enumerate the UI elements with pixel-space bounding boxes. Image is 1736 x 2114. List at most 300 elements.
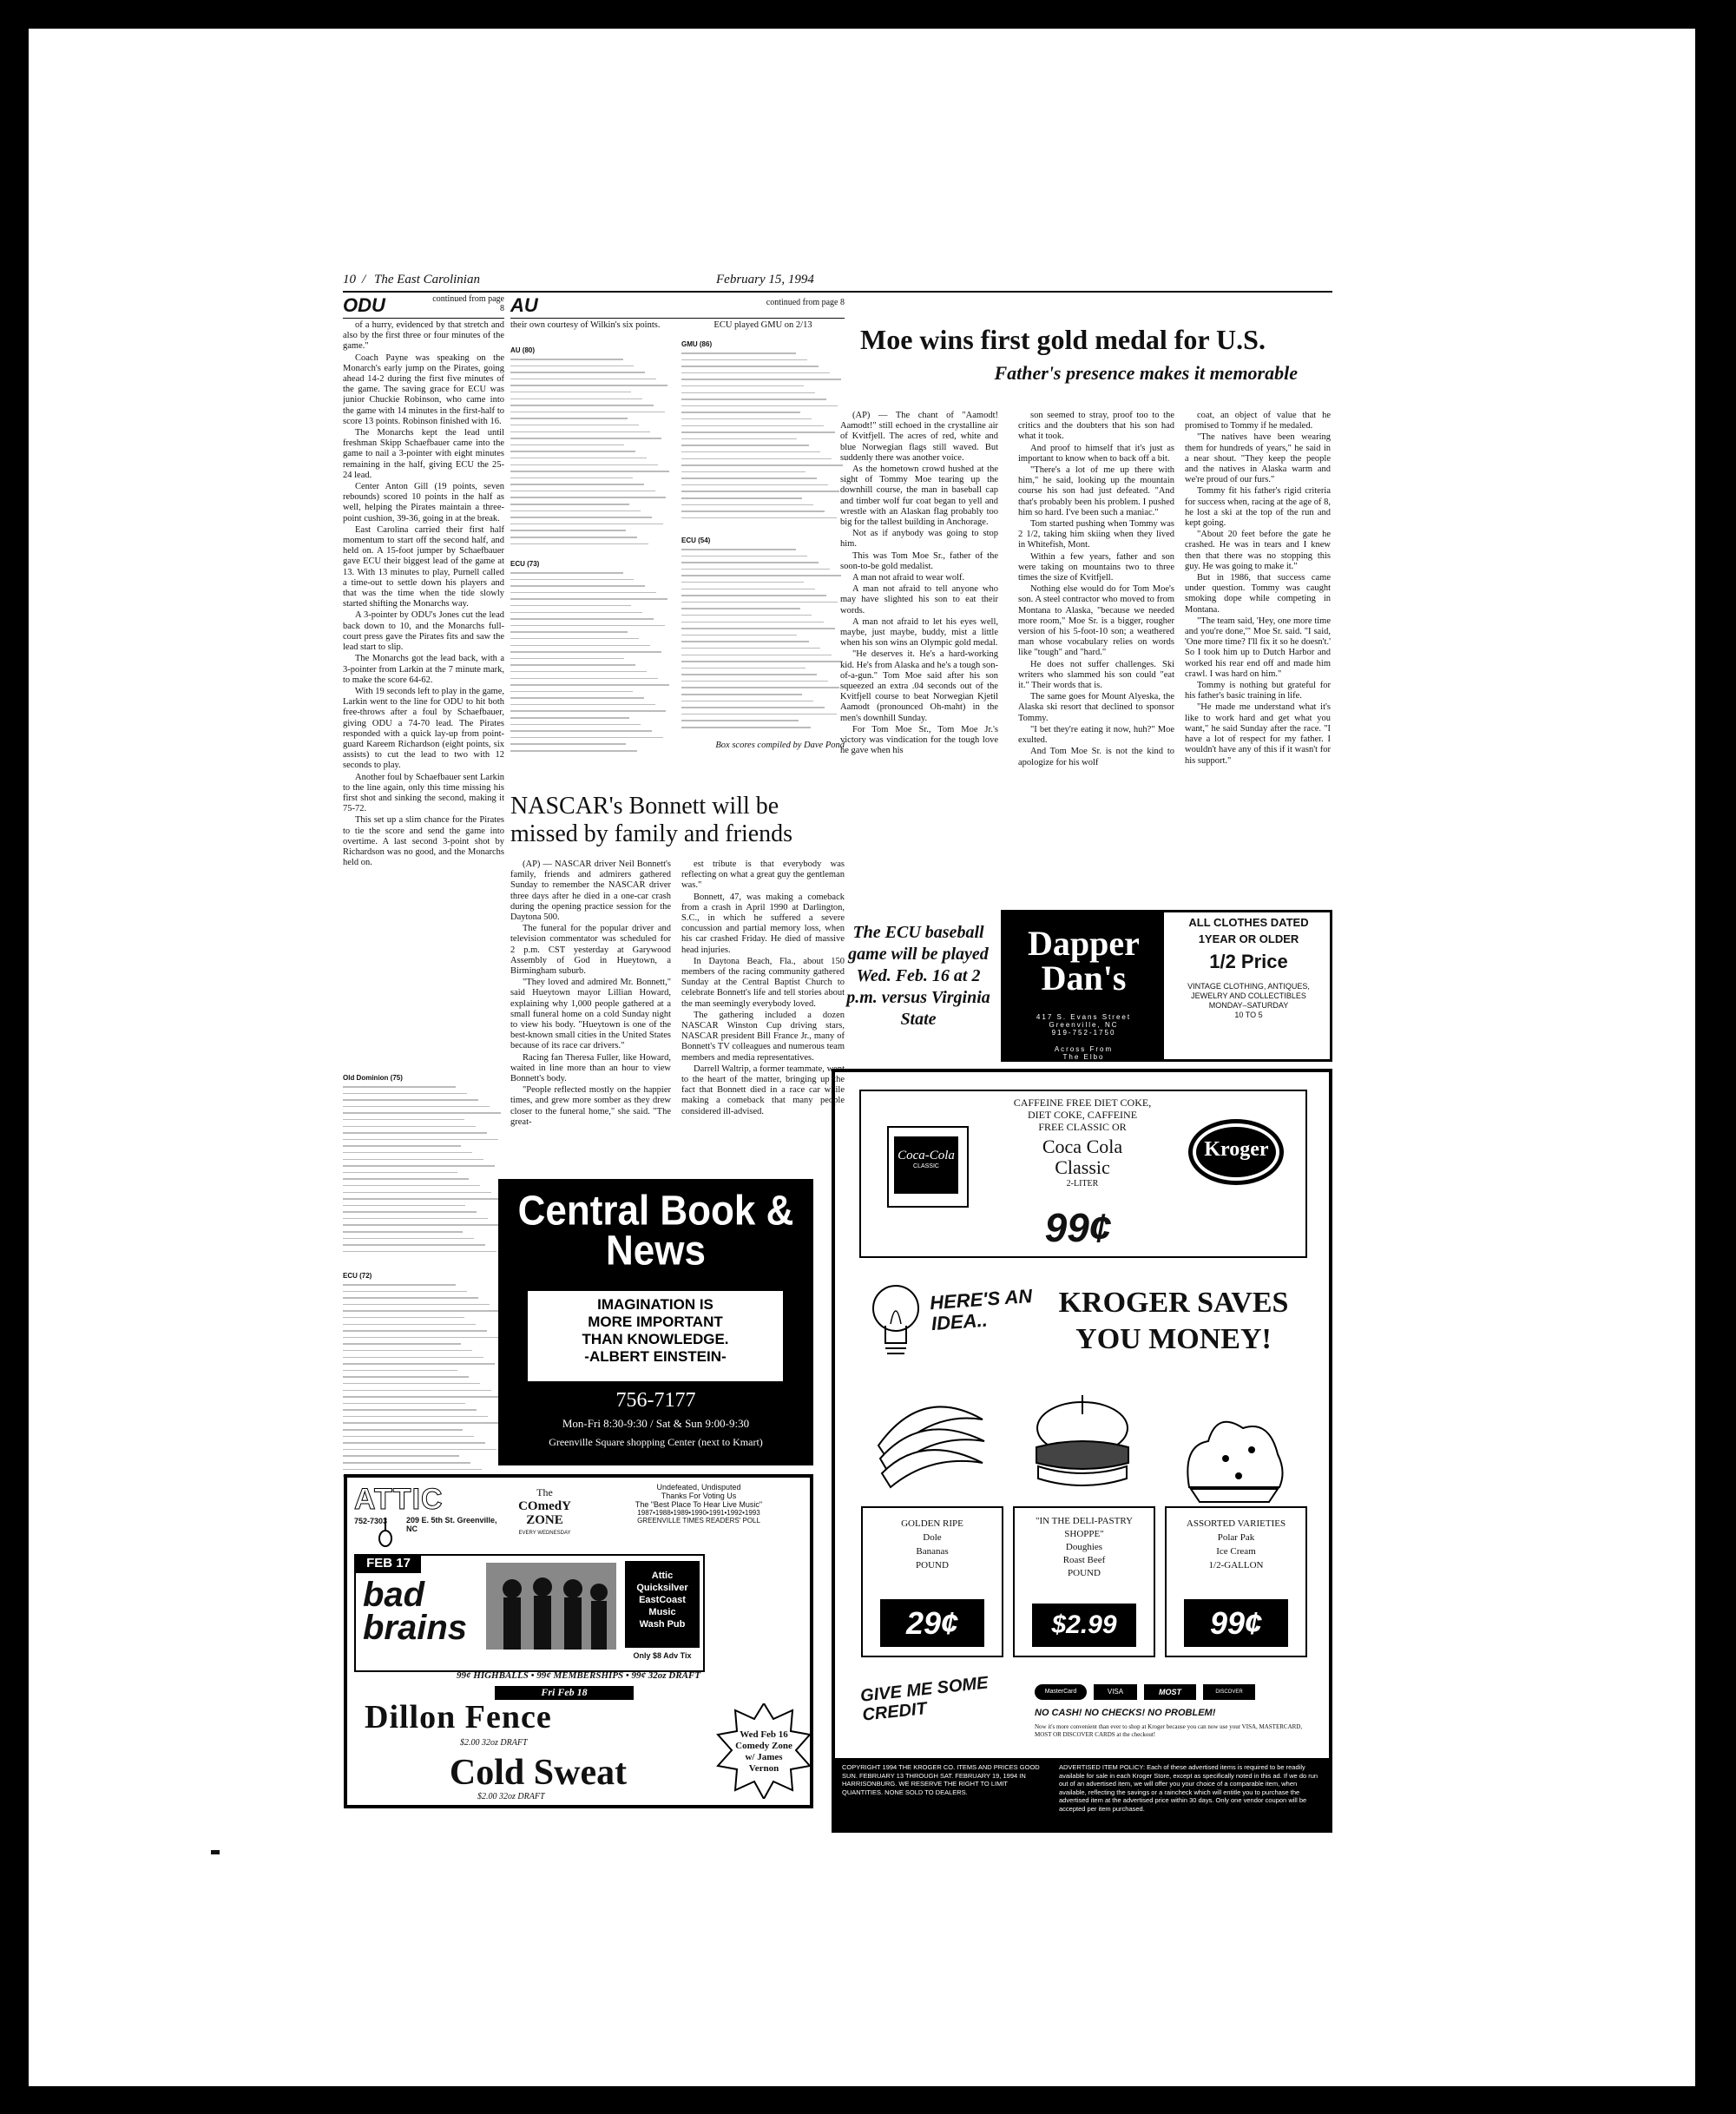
stat-line (343, 1393, 504, 1400)
stat-line (681, 363, 845, 370)
deal-items (861, 1393, 1304, 1680)
stat-line (343, 1354, 504, 1361)
stat-line (681, 592, 845, 599)
central-book-ad: Central Book & News IMAGINATION IS MORE IMPORTANT THAN KNOWLEDGE. -ALBERT EINSTEIN- 756-7177 Mon-Fri 8:30-9:30 / Sat & Sun 9:00-9:30 Greenville Square shopping Center (next to Kmart) (498, 1179, 813, 1465)
article-paragraph: (AP) — The chant of "Aamodt! Aamodt!" still echoed in the crystalline air of Kvitfjell. The acres of red, white and blue Norwegian flags still waved. But suddenly there was another voice. (840, 411, 998, 463)
deal-roast-beef: "IN THE DELI-PASTRY SHOPPE" Doughies Roast Beef POUND $2.99 (1013, 1393, 1152, 1654)
stat-line (343, 1228, 504, 1235)
stat-line (343, 1110, 504, 1116)
stat-line (343, 1123, 504, 1130)
stat-line (681, 572, 845, 579)
stat-line (343, 1235, 504, 1242)
stat-line (343, 1215, 504, 1222)
stat-line (681, 456, 845, 463)
article-paragraph: "People reflected mostly on the happier times, and grew more somber as they drew closer to the funeral home," she said. "The great- (510, 1085, 671, 1127)
feb17-label: FEB 17 (356, 1556, 421, 1573)
stat-line (343, 1208, 504, 1215)
stat-line (343, 1340, 504, 1347)
stat-line (681, 658, 845, 665)
stat-line (681, 625, 845, 632)
article-paragraph: Darrell Waltrip, a former teammate, went to the heart of the matter, bringing up the fact that Bonnett died in a race car while making a comeback that many people considered ill-advised. (681, 1064, 845, 1116)
au-note: ECU played GMU on 2/13 (713, 320, 812, 330)
stat-line (510, 576, 671, 583)
article-paragraph: of a hurry, evidenced by that stretch and also by the first three or four minutes of the game." (343, 320, 504, 352)
kroger-saves: KROGER SAVES (1058, 1287, 1289, 1319)
article-paragraph: But in 1986, that success came under question. Tommy was caught smoking dope while competing in Montana. (1185, 573, 1331, 615)
stat-line (510, 455, 671, 462)
stat-line (681, 612, 845, 619)
stat-line (681, 403, 845, 410)
stat-line (510, 668, 671, 675)
stat-line (510, 708, 671, 715)
stat-line (343, 1327, 504, 1334)
stat-line (510, 442, 671, 449)
stat-line (510, 429, 671, 436)
stat-line (343, 1439, 504, 1446)
box-score-credit: Box scores compiled by Dave Pond (715, 741, 845, 750)
au-box2-stats (510, 570, 671, 756)
stat-line (681, 423, 845, 430)
issue-date: February 15, 1994 (716, 273, 814, 286)
stat-line (681, 619, 845, 626)
stat-line (510, 462, 671, 469)
article-paragraph: "About 20 feet before the gate he crashed. He was in tears and I knew then that there was no stopping this guy. He was going to make it." (1185, 530, 1331, 571)
article-paragraph: The Monarchs got the lead back, with a 3-pointer from Larkin at the 7 minute mark, to make the score 64-62. (343, 654, 504, 685)
moe-headline: Moe wins first gold medal for U.S. (860, 324, 1266, 355)
stat-line (343, 1433, 504, 1440)
stat-line (681, 579, 845, 586)
au-box-scores-left (510, 346, 671, 756)
stat-line (510, 369, 671, 376)
stat-line (510, 501, 671, 508)
stat-line (343, 1176, 504, 1182)
central-book-name-2: News (606, 1227, 706, 1274)
stat-line (681, 605, 845, 612)
stat-line (510, 448, 671, 455)
stat-line (510, 629, 671, 636)
ecu-baseball-notice: The ECU baseball game will be played Wed. Feb. 16 at 2 p.m. versus Virginia State (846, 923, 990, 1029)
article-paragraph: "I bet they're eating it now, huh?" Moe exulted. (1018, 724, 1174, 746)
stat-line (681, 599, 845, 606)
stat-line (343, 1083, 504, 1090)
stat-line (510, 382, 671, 389)
article-paragraph: "The team said, 'Hey, one more time and you're done,'" Moe Sr. said. "I said, 'One more time? I'll fix it so he doesn't.' So I took him up to Dutch Harbor and worked his rear end off and made him crawl. I was hard on him." (1185, 616, 1331, 679)
stat-line (343, 1360, 504, 1367)
stat-line (343, 1136, 504, 1143)
you-money: YOU MONEY! (1075, 1323, 1272, 1355)
article-paragraph: Center Anton Gill (19 points, seven rebounds) scored 10 points in the half as well, helping the Pirates maintain a three-point cushion, 39-36, going in at the break. (343, 482, 504, 524)
deal-ice-cream: ASSORTED VARIETIES Polar Pak Ice Cream 1/2-GALLON 99¢ (1165, 1393, 1304, 1654)
stat-line (510, 376, 671, 383)
article-paragraph: "He deserves it. He's a hard-working kid. He's from Alaska and he's a tough son-of-a-gun." Tom Moe said after his son squeezed an extra .04 seconds out of the Kvitfjell course to beat Norwegian Kjetil Aamodt (pronounced Oh-maht) in the men's downhill Sunday. (840, 649, 998, 723)
stat-line (510, 622, 671, 629)
stat-line (343, 1400, 504, 1407)
article-paragraph: The gathering included a dozen NASCAR Winston Cup driving stars, NASCAR president Bill France Jr., many of Bonnett's TV colleagues and numerous team members and media representatives. (681, 1010, 845, 1063)
article-paragraph: coat, an object of value that he promised to Tommy if he medaled. (1185, 411, 1331, 431)
central-book-phone: 756-7177 (615, 1389, 696, 1412)
stat-line (510, 747, 671, 754)
stat-line (510, 514, 671, 521)
dapper-half-price: 1/2 Price (1209, 951, 1288, 972)
nascar-headline: NASCAR's Bonnett will be missed by family and friends (510, 793, 793, 847)
article-paragraph: Coach Payne was speaking on the Monarch's early jump on the Pirates, going ahead 14-2 during the first five minutes of the game. The saving grace for ECU was junior Chuckie Robinson, who came into the game with 14 minutes in the first-half to score 13 points. Robinson finished with 16. (343, 352, 504, 426)
odu-box2-stats (343, 1281, 504, 1481)
article-paragraph: "There's a lot of me up there with him," he said, looking up the mountain course his son had just defeated. "And that's probably been his problem. I pushed him so hard. I've been such a maniac." (1018, 465, 1174, 517)
deal-bananas: GOLDEN RIPE Dole Bananas POUND 29¢ (861, 1393, 1000, 1654)
stat-line (343, 1426, 504, 1433)
stat-line (510, 488, 671, 495)
stat-line (510, 481, 671, 488)
stat-line (510, 570, 671, 576)
stat-line (681, 436, 845, 443)
stat-line (681, 515, 845, 522)
odu-box-score (343, 1074, 504, 1481)
stat-line (681, 482, 845, 489)
band-photo-image (486, 1563, 616, 1650)
stat-line (681, 652, 845, 659)
stat-line (681, 632, 845, 639)
stat-line (510, 415, 671, 422)
au-box3-stats (681, 350, 845, 528)
stat-line (681, 357, 845, 364)
stat-line (343, 1143, 504, 1149)
stat-line (510, 616, 671, 622)
stat-line (343, 1090, 504, 1097)
give-me-credit: GIVE ME SOME CREDIT (859, 1673, 990, 1725)
au-box4-stats (681, 546, 845, 737)
au-intro: their own courtesy of Wilkin's six points. (510, 320, 661, 330)
stat-line (343, 1321, 504, 1328)
moe-column-2 (1018, 411, 1174, 906)
bananas-image (870, 1393, 991, 1506)
stat-line (343, 1097, 504, 1103)
stat-line (343, 1241, 504, 1248)
stat-line (510, 688, 671, 695)
heres-an-idea: HERE'S AN IDEA.. (929, 1285, 1033, 1335)
attic-logo: ATTIC (354, 1483, 444, 1516)
article-paragraph: He does not suffer challenges. Ski writers who slammed his son could "eat it." Their words that is. (1018, 659, 1174, 691)
stat-line (343, 1182, 504, 1189)
stat-line (343, 1307, 504, 1314)
article-paragraph: son seemed to stray, proof too to the critics and the doubters that his son had what it took. (1018, 411, 1174, 442)
article-paragraph: As the hometown crowd hushed at the sight of Tommy Moe tearing up the downhill course, the man in baseball cap and timber wolf fur coat began to yell and wrestle with an Alaskan flag probably too big for the tallest building in Anchorage. (840, 464, 998, 528)
hangman-noose-icon (377, 1518, 394, 1549)
stat-line (510, 715, 671, 721)
stat-line (343, 1195, 504, 1202)
stat-line (510, 494, 671, 501)
stat-line (343, 1387, 504, 1394)
article-paragraph: In Daytona Beach, Fla., about 150 members of the racing community gathered Sunday at the Central Baptist Church to celebrate Bonnett's life and tell stories about the man seemingly everybody loved. (681, 956, 845, 1009)
stat-line (343, 1380, 504, 1387)
roast-beef-price: $2.99 (1032, 1604, 1136, 1647)
article-paragraph: The Monarchs kept the lead until freshman Skipp Schaefbauer came into the game to nail a 3-pointer with eight minutes remaining in the half, giving ECU the 25-24 lead. (343, 428, 504, 480)
article-paragraph: This set up a slim chance for the Pirates to tie the score and send the game into overtime. A last second 3-point shot by Richardson was no good, and the Monarchs held on. (343, 815, 504, 868)
moe-column-3 (1185, 411, 1331, 906)
stat-line (510, 356, 671, 363)
au-box1-stats (510, 356, 671, 551)
stat-line (681, 691, 845, 698)
band-photo (486, 1563, 616, 1650)
nascar-column-1 (510, 859, 671, 1207)
stat-line (681, 508, 845, 515)
attic-poll-note: Undefeated, Undisputed Thanks For Voting Us The "Best Place To Hear Live Music" 1987•1988•1989•1990•1991•1992•1993 GREENVILLE TIMES READERS' POLL (635, 1483, 763, 1525)
stat-line (681, 462, 845, 469)
article-paragraph: With 19 seconds left to play in the game, Larkin went to the line for ODU to hit both free-throws after a foul by Schaefbauer, giving ODU a 74-70 lead. The Pirates responded with a quick lay-up from point-guard Kareem Richardson (eight points, six assists) to cut the lead to two with 12 seconds to play. (343, 686, 504, 771)
cold-sweat-title: Cold Sweat (449, 1753, 628, 1793)
stat-line (681, 638, 845, 645)
stat-line (681, 488, 845, 495)
article-paragraph: A man not afraid to tell anyone who may have slighted his son to eat their words. (840, 584, 998, 616)
stat-line (510, 468, 671, 475)
stat-line (510, 534, 671, 541)
sandwich-image (1026, 1393, 1139, 1515)
stat-line (681, 665, 845, 672)
stat-line (510, 435, 671, 442)
credit-card-logos: MasterCard VISA MOST DISCOVER (1035, 1684, 1295, 1703)
article-paragraph: est tribute is that everybody was reflecting on what a great guy the gentleman was." (681, 859, 845, 891)
stat-line (510, 475, 671, 482)
header-rule (343, 291, 1332, 293)
stat-line (510, 603, 671, 609)
stat-line (681, 449, 845, 456)
stat-line (681, 409, 845, 416)
article-paragraph: This was Tom Moe Sr., father of the soon-to-be gold medalist. (840, 550, 998, 571)
stat-line (343, 1413, 504, 1420)
stat-line (343, 1419, 504, 1426)
stat-line (510, 695, 671, 701)
coke-can-image: Coca-Cola CLASSIC (887, 1126, 969, 1208)
stat-line (681, 678, 845, 685)
stat-line (510, 655, 671, 662)
odu-tag: ODU (343, 294, 385, 316)
odu-box1-stats (343, 1083, 504, 1261)
stat-line (343, 1222, 504, 1228)
paper-name: The East Carolinian (374, 273, 480, 286)
stat-line (510, 363, 671, 370)
attic-ad: ATTIC 752-7303 209 E. 5th St. Greenville, NC The COmedY ZONE EVERY WEDNESDAY Undefeated, Undisputed Thanks For Voting Us The "Best Place To Hear Live Music" 1987•1988•1989•1990•1991•1992•1993 GREENVILLE TIMES READERS' POLL FEB 17 bad brains Attic Quicksilver EastCoast Music Wash Pub Only $8 Adv Tix 99¢ HIGHBALLS • 99¢ MEMBERSHIPS • 99¢ 32oz DRAFT Fri Feb 18 Dillon Fence $2.00 32oz DRAFT Wed Feb 16 Comedy Zone w/ James Vernon Cold Sweat $2.00 32oz DRAFT (344, 1474, 813, 1808)
scan-mark (211, 1850, 220, 1854)
kroger-logo: Kroger (1187, 1117, 1286, 1187)
stat-line (510, 583, 671, 589)
article-paragraph: And Tom Moe Sr. is not the kind to apologize for his wolf (1018, 747, 1174, 767)
stat-line (343, 1189, 504, 1196)
article-paragraph: "The natives have been wearing them for hundreds of years," he said in a near shout. "They keep the people and the natives in Alaska warm and we're proud of our furs." (1185, 432, 1331, 485)
au-box4-title: ECU (54) (681, 537, 711, 544)
stat-line (510, 609, 671, 616)
stat-line (681, 711, 845, 718)
stat-line (343, 1459, 504, 1466)
stat-line (681, 416, 845, 423)
stat-line (343, 1406, 504, 1413)
stat-line (681, 475, 845, 482)
stat-line (681, 495, 845, 502)
stat-line (681, 559, 845, 566)
odu-continued: continued from page 8 (432, 294, 504, 313)
dillon-fence-title: Dillon Fence (365, 1699, 552, 1735)
au-box2-title: ECU (73) (510, 560, 540, 568)
stat-line (510, 636, 671, 642)
nascar-column-2 (681, 859, 845, 1207)
stat-line (681, 717, 845, 724)
article-paragraph: Tommy fit his father's rigid criteria for success when, racing at the age of 8, he lost a ski at the top of the run and kept going. (1185, 486, 1331, 529)
ice-cream-price: 99¢ (1184, 1599, 1288, 1647)
article-paragraph: The funeral for the popular driver and television commentator was scheduled for 2 p.m. CST yesterday at Garywood Assembly of God in Hueytown, a Birmingham suburb. (510, 924, 671, 977)
stat-line (510, 682, 671, 688)
article-paragraph: East Carolina carried their first half momentum to start off the second half, and held on. A 15-foot jumper by Schaefbauer gave ECU their biggest lead of the game at 13. With 13 minutes to play, Purnell called a time-out to settle down his players and that was the time when the tide slowly started shifting the Monarchs way. (343, 524, 504, 609)
article-paragraph: And proof to himself that it's just as important to know when to back off a bit. (1018, 443, 1174, 464)
stat-line (681, 698, 845, 705)
coke-logo: Coca-Cola (898, 1149, 955, 1162)
no-cash-tagline: NO CASH! NO CHECKS! NO PROBLEM! (1035, 1708, 1216, 1718)
stat-line (510, 521, 671, 528)
stat-line (510, 389, 671, 396)
odu-article-body (343, 320, 504, 1071)
dapper-dans-ad: Dapper Dan's 417 S. Evans Street Greenville, NC 919-752-1750 Across From The Elbo ALL CLOTHES DATED 1YEAR OR OLDER 1/2 Price VINTAGE CLOTHING, ANTIQUES, JEWELRY AND COLLECTIBLES MONDAY–SATURDAY 10 TO 5 (1001, 910, 1332, 1062)
stat-line (510, 642, 671, 649)
stat-line (343, 1466, 504, 1473)
stat-line (681, 350, 845, 357)
stat-line (510, 508, 671, 515)
stat-line (510, 422, 671, 429)
stat-line (510, 701, 671, 708)
einstein-quote-box: IMAGINATION IS MORE IMPORTANT THAN KNOWLEDGE. -ALBERT EINSTEIN- (528, 1291, 783, 1381)
stat-line (681, 376, 845, 383)
article-paragraph: Tom started pushing when Tommy was 2 1/2, taking him skiing when they lived in Whitefish, Mont. (1018, 519, 1174, 550)
stat-line (510, 741, 671, 747)
stat-line (343, 1301, 504, 1308)
stat-line (681, 370, 845, 377)
stat-line (681, 566, 845, 573)
stat-line (510, 675, 671, 682)
credit-card-icon: MasterCard (1035, 1684, 1087, 1700)
stat-line (343, 1334, 504, 1341)
article-paragraph: For Tom Moe Sr., Tom Moe Jr.'s victory was vindication for the tough love he gave when his (840, 724, 998, 756)
article-paragraph: Racing fan Theresa Fuller, like Howard, waited in line more than an hour to view Bonnett's body. (510, 1052, 671, 1084)
comedy-zone-logo: The COmedY ZONE EVERY WEDNESDAY (518, 1486, 571, 1536)
article-paragraph: (AP) — NASCAR driver Neil Bonnett's family, friends and admirers gathered Sunday to remember the NASCAR driver three days after he died in a one-car crash during the opening practice session for the Daytona 500. (510, 859, 671, 923)
stat-line (681, 396, 845, 403)
comedy-zone-burst: Wed Feb 16 Comedy Zone w/ James Vernon (716, 1703, 812, 1799)
article-paragraph: Another foul by Schaefbauer sent Larkin to the line again, only this time missing his first shot and sinking the second, making it 75-72. (343, 772, 504, 814)
stat-line (681, 553, 845, 560)
stat-line (343, 1149, 504, 1156)
attic-specials: 99¢ HIGHBALLS • 99¢ MEMBERSHIPS • 99¢ 32oz DRAFT (457, 1670, 700, 1681)
article-paragraph: Tommy is nothing but grateful for his father's basic training in life. (1185, 681, 1331, 701)
bananas-price: 29¢ (880, 1599, 984, 1647)
attic-quicksilver-box: Attic Quicksilver EastCoast Music Wash Pub (625, 1561, 700, 1648)
stat-line (343, 1347, 504, 1354)
au-box-scores-right (681, 320, 845, 750)
stat-line (510, 409, 671, 416)
article-paragraph: Bonnett, 47, was making a comeback from a crash in April 1990 at Darlington, S.C., in which he suffered a severe concussion and partial memory loss, when his car crashed Friday. He died of massive head injuries. (681, 892, 845, 955)
stat-line (681, 442, 845, 449)
stat-line (343, 1156, 504, 1163)
light-bulb-icon (870, 1281, 922, 1367)
stat-line (343, 1103, 504, 1110)
coke-deal-box: Coca-Cola CLASSIC CAFFEINE FREE DIET COKE, DIET COKE, CAFFEINE FREE CLASSIC OR Coca Cola Classic 2-LITER 99¢ Kroger (859, 1090, 1307, 1258)
stat-line (343, 1281, 504, 1288)
article-paragraph: Not as if anybody was going to stop him. (840, 529, 998, 550)
central-book-name-1: Central Book & (517, 1187, 794, 1235)
kroger-fine-print: COPYRIGHT 1994 THE KROGER CO. ITEMS AND PRICES GOOD SUN. FEBRUARY 13 THROUGH SAT. FEBRUARY 19, 1994 IN HARRISONBURG. WE RESERVE THE RIGHT TO LIMIT QUANTITIES. NONE SOLD TO DEALERS. ADVERTISED ITEM POLICY: Each of these advertised items is required to be readily available for sale in each Kroger Store, except as specifically noted in this ad. If we do run out of an advertised item, we will offer you your choice of a comparable item, when available, reflecting the savings or a raincheck which will entitle you to purchase the advertised item at the advertised price within 30 days. Only one vendor coupon will be accepted per item purchased. (835, 1758, 1329, 1829)
stat-line (681, 671, 845, 678)
au-tag: AU (510, 294, 538, 316)
odu-box2-title: ECU (72) (343, 1272, 372, 1280)
stat-line (343, 1116, 504, 1123)
stat-line (510, 541, 671, 548)
ice-cream-image (1174, 1393, 1295, 1506)
stat-line (681, 383, 845, 390)
stat-line (681, 724, 845, 731)
article-paragraph: A man not afraid to wear wolf. (852, 573, 965, 583)
stat-line (681, 546, 845, 553)
stat-line (681, 586, 845, 593)
article-paragraph: A man not afraid to let his eyes well, maybe, just maybe, buddy, mist a little when his son wins an Olympic gold medal. (840, 616, 998, 649)
stat-line (510, 589, 671, 596)
stat-line (510, 649, 671, 655)
stat-line (343, 1314, 504, 1321)
stat-line (510, 596, 671, 603)
au-continued: continued from page 8 (766, 298, 845, 307)
stat-line (681, 704, 845, 711)
stat-line (343, 1373, 504, 1380)
stat-line (343, 1129, 504, 1136)
stat-line (343, 1446, 504, 1453)
moe-column-1 (840, 411, 998, 906)
dapper-dans-name: Dapper Dan's (1028, 924, 1140, 998)
stat-line (343, 1169, 504, 1176)
stat-line (343, 1248, 504, 1255)
stat-line (510, 721, 671, 728)
stat-line (343, 1162, 504, 1169)
au-box1-title: AU (80) (510, 346, 536, 354)
stat-line (510, 527, 671, 534)
stat-line (510, 734, 671, 741)
stat-line (343, 1452, 504, 1459)
feb18-label: Fri Feb 18 (495, 1686, 634, 1700)
stat-line (510, 396, 671, 403)
article-paragraph: Within a few years, father and son were taking on mountains two to three times the size of Kvitfjell. (1018, 551, 1174, 583)
article-paragraph: "They loved and admired Mr. Bonnett," said Hueytown mayor Lillian Howard, explaining why 1,000 people gathered at a small funeral home on a cold Sunday night to view his body. "Hueytown is one of the best-known small cities in the United States because of its race car drivers." (510, 978, 671, 1051)
stat-line (681, 684, 845, 691)
stat-line (510, 662, 671, 668)
stat-line (343, 1202, 504, 1209)
stat-line (681, 429, 845, 436)
article-paragraph: The same goes for Mount Alyeska, the Alaska ski resort that declined to sponsor Tommy. (1018, 692, 1174, 723)
newspaper-page (29, 29, 1695, 2086)
stat-line (343, 1288, 504, 1295)
stat-line (681, 390, 845, 397)
stat-line (510, 402, 671, 409)
stat-line (681, 645, 845, 652)
stat-line (681, 502, 845, 509)
odu-box1-title: Old Dominion (75) (343, 1074, 403, 1082)
article-paragraph: A 3-pointer by ODU's Jones cut the lead back down to 10, and the Monarchs full-court press gave the Pirates fits and saw the lead start to slip. (343, 610, 504, 653)
stat-line (343, 1294, 504, 1301)
article-paragraph: Nothing else would do for Tom Moe's son. A steel contractor who moved to from Montana to Alaska, "because we needed more room," Moe Sr. is a bigger, rougher version of his 5-foot-10 son; a weathered man whose vocabulary relies on words like "tough" and "hard." (1018, 584, 1174, 658)
stat-line (510, 728, 671, 734)
moe-subhead: Father's presence makes it memorable (994, 362, 1298, 384)
page-header: 10 / The East Carolinian February 15, 1994 (343, 273, 814, 286)
coke-price: 99¢ (1044, 1205, 1112, 1250)
au-box3-title: GMU (86) (681, 340, 713, 348)
bad-brains-logo: bad brains (363, 1576, 468, 1647)
stat-line (681, 469, 845, 476)
page-number: 10 (343, 273, 356, 286)
stat-line (343, 1367, 504, 1374)
kroger-ad: Coca-Cola CLASSIC CAFFEINE FREE DIET COKE, DIET COKE, CAFFEINE FREE CLASSIC OR Coca Cola Classic 2-LITER 99¢ Kroger HERE'S AN IDEA.. KROGER SAVES YOU MONEY! GOLDEN RIPE Dole Bananas POUND 29¢ "IN THE DELI-PASTRY SHOPPE" Doughies Roast Beef POUND $2.99 ASSORTED VARIETIES Polar Pak Ice Cream 1/2-GALLON 99¢ GIVE ME SOME CREDIT MasterCard VISA MOST DISCOVER NO CASH! NO CHECKS! NO PROBLEM! Now it's more convenient than ever to shop at Kroger because you can now use your VISA, MASTERCARD, MOST OR DISCOVER CARDS at the checkout! COPYRIGHT 1994 THE KROGER CO. ITEMS AND PRICES GOOD SUN. FEBRUARY 13 THROUGH SAT. FEBRUARY 19, 1994 IN HARRISONBURG. WE RESERVE THE RIGHT TO LIMIT QUANTITIES. NONE SOLD TO DEALERS. ADVERTISED ITEM POLICY: Each of these advertised items is required to be readily available for sale in each Kroger Store, except as specifically noted in this ad. If we do run out of an advertised item, we will offer you your choice of a comparable item, when available, reflecting the savings or a raincheck which will entitle you to purchase the advertised item at the advertised price within 30 days. Only one vendor coupon will be accepted per item purchased. (832, 1069, 1332, 1833)
article-paragraph: "He made me understand what it's like to work hard and get what you want," he said Sunday after the race. "I have a lot of respect for my father. I wouldn't have any of this if it wasn't for his support." (1185, 702, 1331, 766)
